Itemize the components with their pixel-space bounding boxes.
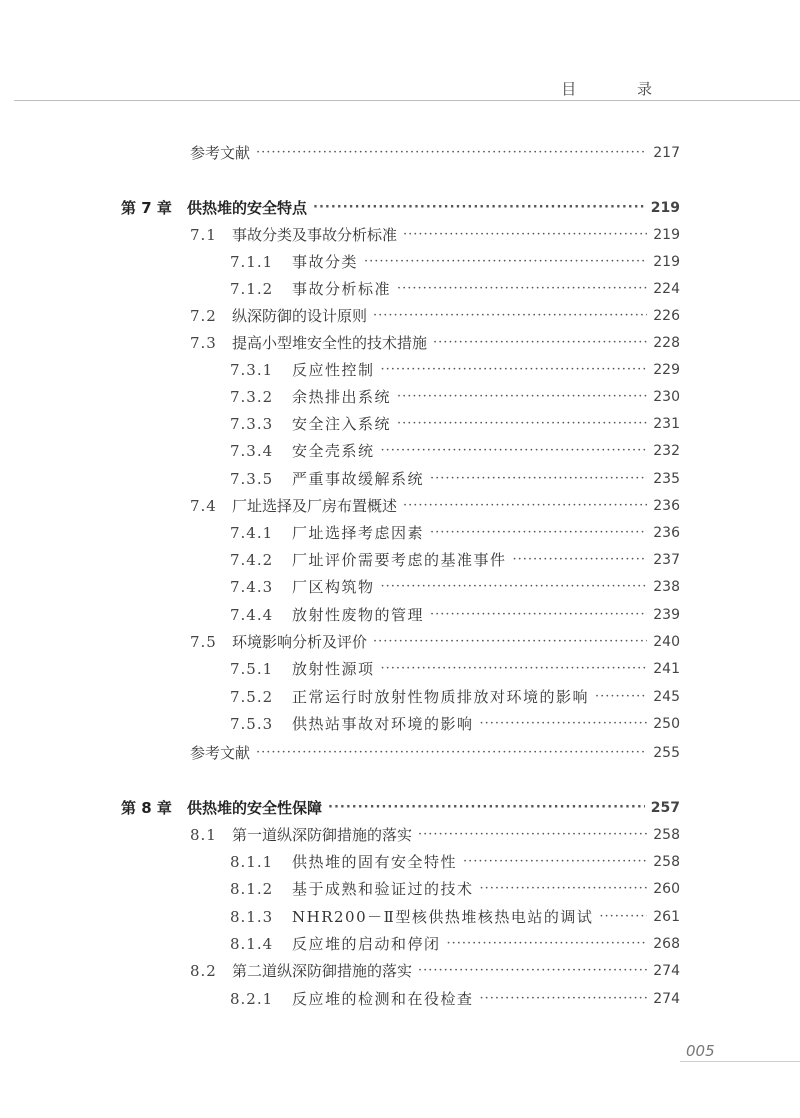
toc-entry-number: 7.5.2 [230,688,274,706]
dot-leader [480,711,648,737]
toc-entry-page: 240 [653,634,680,650]
toc-entry-number: 8.2 [190,962,217,980]
toc-entry-title: 放射性废物的管理 [292,606,425,624]
toc-entry-number: 7.3.3 [230,415,274,433]
toc-entry-page: 258 [653,827,680,843]
toc-entry-number: 7.4.4 [230,606,274,624]
toc-entry-page: 241 [653,661,680,677]
dot-leader [513,547,648,573]
toc-entry-number: 8.1.1 [230,853,274,871]
toc-entry[interactable] [230,876,680,902]
toc-entry-title: 厂址选择考虑因素 [292,524,425,542]
toc-entry-title: 供热站事故对环境的影响 [292,715,474,733]
toc-entry[interactable] [230,904,680,930]
dot-leader [430,602,647,628]
dot-leader [480,876,648,902]
footer-divider [680,1061,800,1062]
toc-entry[interactable] [190,822,680,848]
dot-leader [480,986,648,1012]
dot-leader [381,357,648,383]
toc-entry-title: 正常运行时放射性物质排放对环境的影响 [292,688,590,706]
toc-entry-number: 8.1.2 [230,880,274,898]
toc-entry-page: 260 [653,881,680,897]
toc-entry[interactable] [230,411,680,437]
toc-entry-page: 228 [653,335,680,351]
toc-entry-page: 219 [650,200,680,216]
toc-entry-title: 厂区构筑物 [292,578,375,596]
toc-entry-title: 第一道纵深防御措施的落实 [232,826,413,844]
toc-entry-page: 217 [653,145,680,161]
toc-entry[interactable] [190,303,680,329]
toc-entry-page: 274 [653,991,680,1007]
toc-entry[interactable] [230,602,680,628]
dot-leader [328,795,645,821]
toc-entry-number: 7.3.2 [230,388,274,406]
toc-entry-number: 7.1.1 [230,253,274,271]
toc-entry[interactable] [230,711,680,737]
dot-leader [397,384,647,410]
dot-leader [463,849,647,875]
toc-entry-number: 7.3.4 [230,442,274,460]
toc-entry-page: 231 [653,416,680,432]
toc-chapter-entry[interactable] [121,195,680,221]
toc-entry[interactable] [230,684,680,710]
header-divider [14,100,800,101]
toc-entry-page: 229 [653,362,680,378]
toc-entry-title: 供热堆的安全特点 [187,199,308,217]
dot-leader [418,958,647,984]
toc-entry-number: 7.3.5 [230,470,274,488]
toc-entry-title: 放射性源项 [292,660,375,678]
dot-leader [447,931,648,957]
toc-entry-number: 第 8 章 [121,799,172,817]
dot-leader [364,249,647,275]
toc-entry-title: NHR200－Ⅱ型核供热堆核热电站的调试 [292,908,594,926]
toc-entry-title: 提高小型堆安全性的技术措施 [232,334,428,352]
toc-entry[interactable] [230,656,680,682]
toc-entry-title: 反应堆的检测和在役检查 [292,990,474,1008]
toc-entry-title: 事故分类 [292,253,359,271]
toc-entry-title: 厂址评价需要考虑的基准事件 [292,551,507,569]
dot-leader [430,466,647,492]
toc-entry[interactable] [230,520,680,546]
toc-entry-page: 236 [653,498,680,514]
toc-entry-title: 安全壳系统 [292,442,375,460]
toc-entry[interactable] [230,931,680,957]
toc-entry-title: 基于成熟和验证过的技术 [292,880,474,898]
dot-leader [381,574,648,600]
dot-leader [397,411,647,437]
toc-entry[interactable] [190,629,680,655]
toc-entry[interactable] [190,330,680,356]
toc-entry-page: 224 [653,281,680,297]
toc-entry-title: 厂址选择及厂房布置概述 [232,497,398,515]
toc-entry-number: 7.4.3 [230,578,274,596]
toc-entry[interactable] [230,466,680,492]
toc-entry-page: 255 [653,745,680,761]
toc-entry-page: 232 [653,443,680,459]
toc-entry[interactable] [230,249,680,275]
toc-entry[interactable] [230,357,680,383]
toc-entry-page: 257 [650,800,680,816]
toc-entry[interactable] [230,384,680,410]
toc-entry-page: 250 [653,716,680,732]
toc-entry-title: 供热堆的安全性保障 [187,799,323,817]
dot-leader [430,520,647,546]
toc-entry-number: 7.1.2 [230,280,274,298]
toc-entry-number: 8.1.4 [230,935,274,953]
toc-entry-page: 219 [653,254,680,270]
dot-leader [595,684,647,710]
toc-entry-title: 反应堆的启动和停闭 [292,935,441,953]
toc-entry-number: 8.2.1 [230,990,274,1008]
page-number: 005 [686,1042,715,1060]
toc-entry-number: 7.5.3 [230,715,274,733]
toc-entry-number: 7.3 [190,334,217,352]
toc-entry-page: 219 [653,227,680,243]
toc-entry-title: 供热堆的固有安全特性 [292,853,458,871]
toc-entry-title: 事故分析标准 [292,280,392,298]
toc-entry-number: 7.3.1 [230,361,274,379]
toc-entry-page: 258 [653,854,680,870]
toc-entry[interactable] [230,276,680,302]
toc-entry-page: 238 [653,579,680,595]
dot-leader [256,140,647,166]
toc-entry-title: 事故分类及事故分析标准 [232,226,398,244]
toc-entry-page: 245 [653,689,680,705]
dot-leader [373,629,647,655]
dot-leader [433,330,647,356]
toc-references-entry[interactable] [190,740,680,766]
dot-leader [599,904,647,930]
toc-entry-title: 安全注入系统 [292,415,392,433]
dot-leader [256,740,647,766]
toc-entry-page: 239 [653,607,680,623]
page-header-title: 目 录 [561,80,680,98]
toc-entry-number: 7.5.1 [230,660,274,678]
toc-entry-title: 参考文献 [190,744,251,762]
toc-entry[interactable] [230,438,680,464]
toc-chapter-entry[interactable] [121,795,680,821]
dot-leader [313,195,645,221]
toc-entry[interactable] [190,958,680,984]
toc-entry-title: 纵深防御的设计原则 [232,307,368,325]
toc-entry-page: 235 [653,471,680,487]
toc-entry-page: 236 [653,525,680,541]
toc-entry-number: 7.1 [190,226,217,244]
toc-entry-number: 7.4.2 [230,551,274,569]
dot-leader [418,822,647,848]
toc-entry-title: 参考文献 [190,144,251,162]
dot-leader [381,656,648,682]
toc-entry-page: 230 [653,389,680,405]
toc-references-entry[interactable] [190,140,680,166]
toc-entry-number: 7.5 [190,633,217,651]
toc-entry-page: 274 [653,963,680,979]
toc-entry-number: 第 7 章 [121,199,172,217]
toc-entry-number: 7.4.1 [230,524,274,542]
toc-entry-page: 261 [653,909,680,925]
dot-leader [381,438,648,464]
toc-entry[interactable] [230,547,680,573]
toc-entry[interactable] [230,986,680,1012]
toc-entry-page: 237 [653,552,680,568]
dot-leader [403,493,647,519]
dot-leader [373,303,647,329]
dot-leader [397,276,647,302]
toc-entry[interactable] [190,222,680,248]
toc-entry-title: 余热排出系统 [292,388,392,406]
toc-entry-number: 8.1.3 [230,908,274,926]
toc-entry-title: 环境影响分析及评价 [232,633,368,651]
toc-entry-number: 8.1 [190,826,217,844]
toc-entry-page: 226 [653,308,680,324]
toc-entry-title: 反应性控制 [292,361,375,379]
toc-entry-number: 7.2 [190,307,217,325]
toc-entry-page: 268 [653,936,680,952]
toc-entry[interactable] [230,849,680,875]
toc-entry-number: 7.4 [190,497,217,515]
toc-entry-title: 第二道纵深防御措施的落实 [232,962,413,980]
toc-entry[interactable] [190,493,680,519]
dot-leader [403,222,647,248]
toc-entry-title: 严重事故缓解系统 [292,470,425,488]
toc-entry[interactable] [230,574,680,600]
